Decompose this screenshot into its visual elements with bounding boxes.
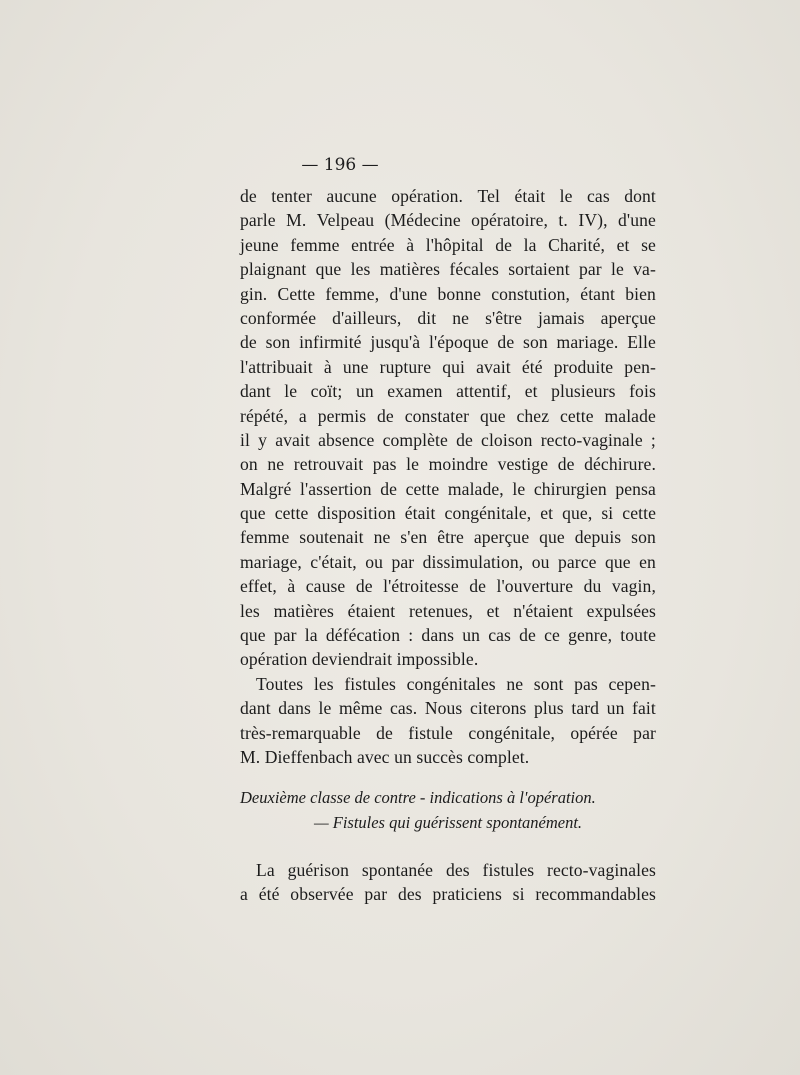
word: le bbox=[318, 698, 332, 719]
text-line bbox=[240, 525, 656, 549]
word: le bbox=[559, 186, 573, 206]
word: recto-vaginales bbox=[547, 860, 656, 880]
word: avait bbox=[476, 356, 511, 377]
word: même bbox=[339, 698, 383, 719]
word: genre, bbox=[568, 625, 613, 646]
word: dans bbox=[278, 698, 311, 719]
word: entrée bbox=[351, 234, 395, 255]
text-line bbox=[240, 355, 656, 379]
word: matières bbox=[273, 600, 334, 621]
word: la bbox=[523, 234, 537, 255]
word: de bbox=[519, 625, 536, 646]
word: congénitale, bbox=[468, 722, 555, 743]
word: être bbox=[437, 527, 464, 548]
word: répété, bbox=[240, 405, 289, 426]
word: que bbox=[604, 551, 631, 572]
word: citerons bbox=[469, 698, 527, 719]
word: fécales bbox=[449, 259, 499, 280]
word: étant bbox=[580, 283, 615, 304]
word: de bbox=[380, 478, 398, 499]
word: pensa bbox=[615, 478, 656, 499]
text-line bbox=[240, 574, 656, 598]
word: l'étroitesse bbox=[383, 576, 459, 597]
word: si bbox=[601, 503, 614, 524]
word: été bbox=[258, 884, 280, 905]
word: bien bbox=[625, 283, 656, 304]
word: constution, bbox=[491, 283, 571, 304]
text-line bbox=[240, 257, 656, 281]
heading-line: Deuxième classe de contre - indications à l'opération. bbox=[240, 788, 596, 807]
text-line bbox=[240, 452, 656, 476]
word: aperçue bbox=[473, 527, 530, 548]
word: dans bbox=[421, 625, 455, 646]
word: fistules bbox=[344, 673, 396, 694]
word: se bbox=[641, 234, 656, 255]
word: d'une bbox=[389, 283, 428, 304]
word: par bbox=[273, 625, 297, 646]
word: fistule bbox=[408, 722, 453, 743]
word: de bbox=[497, 332, 515, 353]
word: opératoire, bbox=[471, 210, 548, 231]
word: qui bbox=[442, 356, 466, 377]
word: s'être bbox=[485, 307, 523, 328]
word: son bbox=[631, 527, 656, 548]
word: la bbox=[304, 625, 318, 646]
text-line bbox=[240, 404, 656, 428]
word: produite bbox=[553, 356, 614, 377]
word: et bbox=[616, 234, 630, 255]
word: ce bbox=[544, 625, 560, 646]
word: gin. bbox=[240, 283, 268, 304]
word: cloison bbox=[481, 429, 533, 450]
word: vestige bbox=[497, 454, 549, 475]
word: attentif, bbox=[456, 381, 512, 402]
word: de bbox=[469, 576, 487, 597]
word: et bbox=[524, 381, 538, 402]
word: le bbox=[610, 259, 624, 280]
word: par bbox=[364, 884, 388, 905]
word: par bbox=[633, 722, 656, 743]
word: infirmité bbox=[299, 332, 362, 353]
word: t. bbox=[558, 210, 568, 231]
word: si bbox=[512, 884, 525, 905]
word: que bbox=[479, 405, 506, 426]
word: été bbox=[521, 356, 543, 377]
word: Toutes bbox=[256, 673, 304, 694]
word: jamais bbox=[538, 307, 585, 328]
word: expulsées bbox=[586, 600, 656, 621]
word: dant bbox=[240, 698, 271, 719]
word: Tel bbox=[477, 186, 500, 206]
word: avait bbox=[275, 429, 310, 450]
word: va- bbox=[633, 259, 656, 280]
word: l'ouverture bbox=[496, 576, 574, 597]
word: IV), bbox=[578, 210, 608, 231]
word: : bbox=[408, 625, 414, 646]
word: y bbox=[258, 429, 268, 450]
word: plus bbox=[534, 698, 564, 719]
word: M. bbox=[286, 210, 307, 231]
word: ou bbox=[365, 551, 383, 572]
text-line bbox=[240, 501, 656, 525]
text-line bbox=[240, 696, 656, 720]
word: disposition bbox=[317, 503, 396, 524]
word: une bbox=[342, 356, 369, 377]
word: un bbox=[355, 381, 374, 402]
text-line bbox=[240, 208, 656, 232]
section-heading bbox=[240, 785, 656, 835]
word: que bbox=[240, 503, 266, 524]
word: et bbox=[540, 503, 554, 524]
word: bonne bbox=[437, 283, 482, 304]
word: ou bbox=[531, 551, 550, 572]
word: malade bbox=[604, 405, 656, 426]
word: congénitales bbox=[406, 673, 496, 694]
text-line bbox=[240, 184, 656, 208]
word: l'hôpital bbox=[425, 234, 484, 255]
word: l'attribuait bbox=[240, 356, 313, 377]
word: les bbox=[350, 259, 371, 280]
word: pas bbox=[372, 454, 397, 475]
word: jusqu'à bbox=[370, 332, 421, 353]
word: chez bbox=[516, 405, 550, 426]
text-line bbox=[240, 721, 656, 745]
section-paragraph bbox=[240, 858, 656, 907]
word: retrouvait bbox=[293, 454, 364, 475]
word: un bbox=[462, 625, 481, 646]
text-line bbox=[240, 233, 656, 257]
text-line bbox=[240, 882, 656, 906]
word: son bbox=[523, 332, 548, 353]
text-line bbox=[240, 599, 656, 623]
word: dant bbox=[240, 381, 271, 402]
word: d'une bbox=[618, 210, 656, 231]
word: fois bbox=[629, 381, 656, 402]
word: cas. bbox=[389, 698, 418, 719]
word: déchirure. bbox=[584, 454, 656, 475]
word: l'époque bbox=[428, 332, 489, 353]
word: mariage, bbox=[240, 551, 302, 572]
word: de bbox=[377, 405, 394, 426]
word: jeune bbox=[240, 234, 279, 255]
word: observée bbox=[290, 884, 354, 905]
word: étaient bbox=[347, 600, 396, 621]
text-line bbox=[240, 282, 656, 306]
word: cette bbox=[405, 478, 440, 499]
text-line bbox=[240, 330, 656, 354]
word: son bbox=[265, 332, 291, 353]
word: effet, bbox=[240, 576, 277, 597]
word: parce bbox=[557, 551, 597, 572]
word: toute bbox=[620, 625, 656, 646]
word: défécation bbox=[325, 625, 401, 646]
word: des bbox=[397, 884, 422, 905]
word: il bbox=[240, 429, 250, 450]
word: de bbox=[557, 454, 575, 475]
word: cette bbox=[559, 405, 594, 426]
word: moindre bbox=[428, 454, 488, 475]
word: c'était, bbox=[310, 551, 357, 572]
word: cepen- bbox=[608, 673, 656, 694]
word: absence bbox=[318, 429, 375, 450]
word: du bbox=[583, 576, 602, 597]
word: malade, bbox=[447, 478, 504, 499]
word: de bbox=[456, 429, 473, 450]
word: de bbox=[355, 576, 373, 597]
word: que bbox=[315, 259, 342, 280]
word: de bbox=[376, 722, 393, 743]
word: ne bbox=[506, 673, 524, 694]
text-line bbox=[240, 672, 656, 696]
word: fistules bbox=[482, 860, 535, 880]
word: que bbox=[240, 625, 266, 646]
word: Velpeau bbox=[316, 210, 375, 231]
word: que bbox=[539, 527, 565, 548]
word: l'assertion bbox=[299, 478, 372, 499]
word: complète bbox=[382, 429, 448, 450]
word: femme, bbox=[325, 283, 380, 304]
word: vagin, bbox=[611, 576, 656, 597]
word: parle bbox=[240, 210, 276, 231]
word: congénitale, bbox=[444, 503, 532, 524]
text-line bbox=[240, 428, 656, 452]
word: aucune bbox=[326, 186, 377, 206]
word: Charité, bbox=[548, 234, 606, 255]
word: conformée bbox=[240, 307, 317, 328]
word: La bbox=[256, 860, 275, 880]
word: dont bbox=[624, 186, 656, 206]
word: à bbox=[323, 356, 332, 377]
word: était bbox=[514, 186, 546, 206]
word: à bbox=[287, 576, 296, 597]
word: opérée bbox=[570, 722, 618, 743]
word: spontanée bbox=[361, 860, 434, 880]
word: n'étaient bbox=[513, 600, 573, 621]
word: tenter bbox=[271, 186, 312, 206]
word: le bbox=[512, 478, 526, 499]
word: femme bbox=[290, 234, 340, 255]
word: d'ailleurs, bbox=[332, 307, 402, 328]
text-line bbox=[240, 477, 656, 501]
word: cas bbox=[587, 186, 610, 206]
word: le bbox=[406, 454, 420, 475]
word: coït; bbox=[310, 381, 343, 402]
heading-line: — Fistules qui guérissent spontanément. bbox=[313, 813, 583, 832]
text-line bbox=[240, 306, 656, 330]
word: cause bbox=[305, 576, 346, 597]
word: retenues, bbox=[408, 600, 473, 621]
word: constater bbox=[404, 405, 470, 426]
word: sortaient bbox=[508, 259, 570, 280]
word: ne bbox=[452, 307, 470, 328]
word: les bbox=[313, 673, 334, 694]
word: fait bbox=[632, 698, 656, 719]
word: matières bbox=[379, 259, 441, 280]
word: cette bbox=[274, 503, 309, 524]
word: Nous bbox=[424, 698, 463, 719]
word: s'en bbox=[400, 527, 428, 548]
word: a bbox=[298, 405, 307, 426]
word: le bbox=[284, 381, 298, 402]
word: cette bbox=[622, 503, 656, 524]
word: permis bbox=[317, 405, 367, 426]
word: de bbox=[240, 186, 257, 206]
word: cas bbox=[488, 625, 511, 646]
word: de bbox=[495, 234, 512, 255]
word: un bbox=[606, 698, 625, 719]
word: Elle bbox=[627, 332, 656, 353]
word: était bbox=[404, 503, 436, 524]
word: en bbox=[639, 551, 656, 572]
main-paragraphs bbox=[240, 184, 656, 769]
word: (Médecine bbox=[384, 210, 461, 231]
word: à bbox=[406, 234, 415, 255]
text-line bbox=[240, 550, 656, 574]
word: femme bbox=[240, 527, 290, 548]
word: des bbox=[445, 860, 470, 880]
text-line bbox=[240, 858, 656, 882]
word: rupture bbox=[379, 356, 432, 377]
word: mariage. bbox=[556, 332, 619, 353]
text-line bbox=[240, 623, 656, 647]
word: et bbox=[486, 600, 500, 621]
text-line bbox=[240, 379, 656, 403]
text-line: M. Dieffenbach avec un succès complet. bbox=[240, 746, 530, 767]
word: très-remarquable bbox=[240, 722, 361, 743]
word: dit bbox=[417, 307, 437, 328]
word: ne bbox=[373, 527, 391, 548]
word: aperçue bbox=[600, 307, 656, 328]
word: opération. bbox=[391, 186, 464, 206]
word: par bbox=[391, 551, 415, 572]
word: ; bbox=[650, 429, 656, 450]
word: chirurgien bbox=[533, 478, 607, 499]
word: on bbox=[240, 454, 258, 475]
word: sont bbox=[533, 673, 564, 694]
page-number: — 196 — bbox=[301, 155, 379, 175]
word: recto-vaginale bbox=[540, 429, 643, 450]
word: guérison bbox=[287, 860, 349, 880]
word: Malgré bbox=[240, 478, 292, 499]
word: de bbox=[240, 332, 257, 353]
word: soutenait bbox=[299, 527, 364, 548]
word: ne bbox=[267, 454, 285, 475]
word: depuis bbox=[574, 527, 622, 548]
word: examen bbox=[387, 381, 443, 402]
word: a bbox=[240, 884, 248, 905]
word: praticiens bbox=[432, 884, 502, 905]
word: que, bbox=[562, 503, 593, 524]
word: les bbox=[240, 600, 260, 621]
word: dissimulation, bbox=[422, 551, 524, 572]
word: Cette bbox=[277, 283, 316, 304]
word: par bbox=[578, 259, 602, 280]
word: tard bbox=[571, 698, 600, 719]
word: plusieurs bbox=[551, 381, 616, 402]
word: plaignant bbox=[240, 259, 307, 280]
word: pas bbox=[574, 673, 598, 694]
text-line: opération deviendrait impossible. bbox=[240, 649, 479, 670]
word: pen- bbox=[624, 356, 656, 377]
word: recommandables bbox=[535, 884, 656, 905]
